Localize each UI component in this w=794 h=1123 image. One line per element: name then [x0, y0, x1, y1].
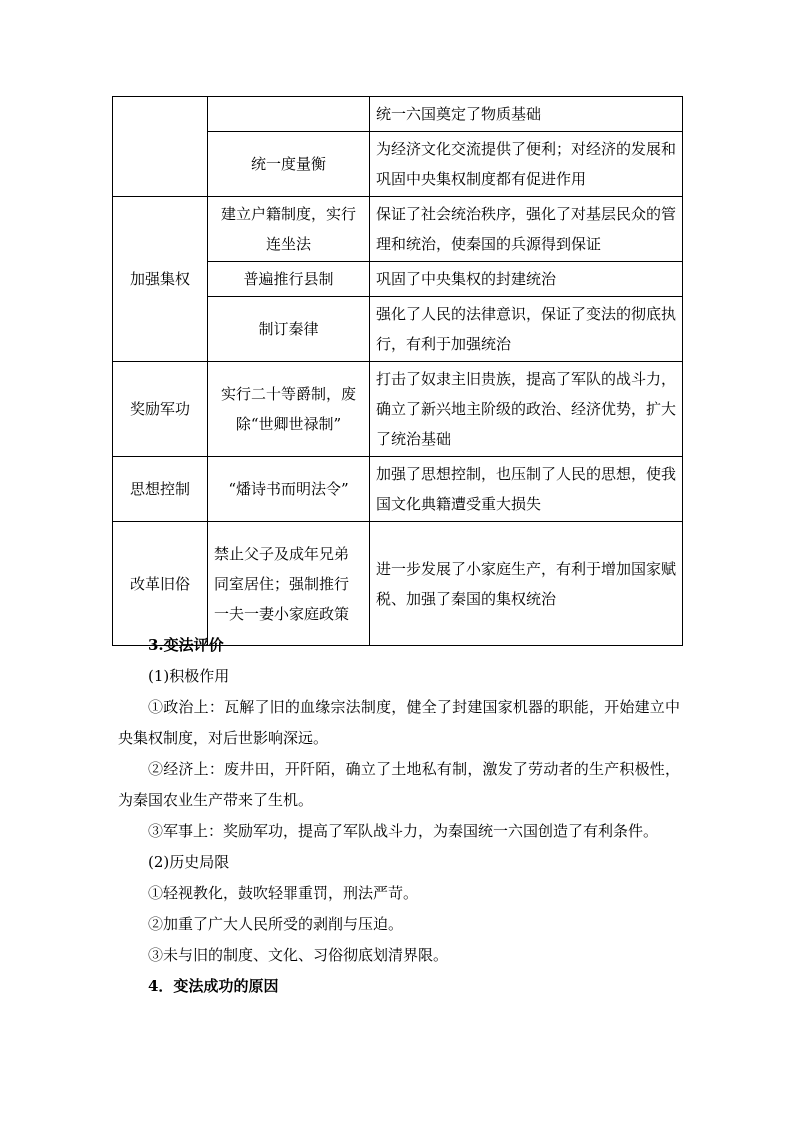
table-cell: 巩固了中央集权的封建统治: [370, 262, 683, 297]
table-cell: 强化了人民的法律意识，保证了变法的彻底执行，有利于加强统治: [370, 297, 683, 362]
table-cell: 禁止父子及成年兄弟同室居住；强制推行一夫一妻小家庭政策: [208, 522, 370, 646]
table-cell: 加强了思想控制，也压制了人民的思想，使我国文化典籍遭受重大损失: [370, 457, 683, 522]
subsection-heading: (2)历史局限: [148, 853, 230, 871]
paragraph: ①轻视教化，鼓吹轻罪重罚，刑法严苛。: [148, 884, 419, 902]
table-row: [113, 362, 683, 457]
table-cell: 统一六国奠定了物质基础: [370, 97, 683, 132]
table-cell: 奖励军功: [113, 362, 208, 457]
table-cell: 普遍推行县制: [208, 262, 370, 297]
table-cell: 实行二十等爵制，废除“世卿世禄制”: [208, 362, 370, 457]
paragraph: ②经济上：废井田，开阡陌，确立了土地私有制，激发了劳动者的生产积极性，为秦国农业生产带来了生机。: [118, 760, 680, 809]
section-heading: 4．变法成功的原因: [148, 977, 279, 995]
paragraph: ③未与旧的制度、文化、习俗彻底划清界限。: [148, 946, 449, 964]
table-row: [113, 97, 683, 132]
reform-measures-table: [112, 96, 683, 646]
paragraph: ②加重了广大人民所受的剥削与压迫。: [148, 915, 404, 933]
table-cell: 制订秦律: [208, 297, 370, 362]
paragraph: ③军事上：奖励军功，提高了军队战斗力，为秦国统一六国创造了有利条件。: [148, 822, 659, 840]
evaluation-section: [118, 630, 680, 1002]
table-cell: 统一度量衡: [208, 132, 370, 197]
table-cell: 建立户籍制度，实行连坐法: [208, 197, 370, 262]
table-cell: [113, 97, 208, 197]
table-cell: 改革旧俗: [113, 522, 208, 646]
table-cell: [208, 97, 370, 132]
table-row: [113, 197, 683, 262]
section-heading: 3.变法评价: [148, 636, 224, 654]
table-cell: 思想控制: [113, 457, 208, 522]
subsection-heading: (1)积极作用: [148, 667, 230, 685]
table-cell: 打击了奴隶主旧贵族，提高了军队的战斗力，确立了新兴地主阶级的政治、经济优势，扩大了统治基础: [370, 362, 683, 457]
table-cell: “燔诗书而明法令”: [208, 457, 370, 522]
table-cell: 保证了社会统治秩序，强化了对基层民众的管理和统治，使秦国的兵源得到保证: [370, 197, 683, 262]
table-cell: 进一步发展了小家庭生产，有利于增加国家赋税、加强了秦国的集权统治: [370, 522, 683, 646]
paragraph: ①政治上：瓦解了旧的血缘宗法制度，健全了封建国家机器的职能，开始建立中央集权制度，对后世影响深远。: [118, 698, 680, 747]
table-row: [113, 522, 683, 646]
table-cell: 加强集权: [113, 197, 208, 362]
table-row: [113, 457, 683, 522]
table-cell: 为经济文化交流提供了便利；对经济的发展和巩固中央集权制度都有促进作用: [370, 132, 683, 197]
